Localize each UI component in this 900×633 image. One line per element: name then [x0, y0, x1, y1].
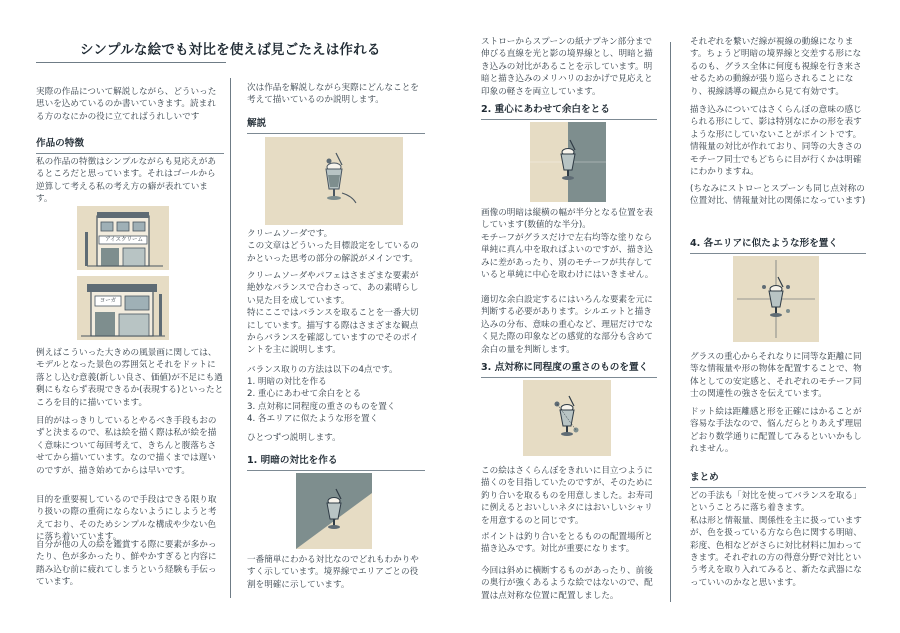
title-rule [36, 62, 226, 63]
figure-shop-1 [77, 206, 169, 270]
heading-features: 作品の特徴 [36, 138, 224, 154]
heading-method-2: 2. 重心にあわせて余白をとる [481, 104, 657, 120]
col2-soda: クリームソーダです。 この文章はどういった目標設定をしているのかといった思考の部分の解説がメインです。 [247, 229, 419, 264]
col1-goal: 目的がはっきりしているとやるべき手段もおのずと決まるので、私は絵を描く際は私が絵を描く意味について毎回考えて、きちんと腹落ちさせてから描いています。なので描くまでは遅いのですが、描き始めてからは早いです。 [36, 416, 217, 476]
figure-symmetry [523, 380, 611, 456]
col2-intro: 次は作品を解説しながら実際にどんなことを考えて描いているのか説明します。 [247, 83, 419, 106]
heading-method-1: 1. 明暗の対比を作る [247, 455, 425, 471]
method-item-3: 3. 点対称に同程度の重さのものを置く [247, 401, 396, 412]
heading-summary: まとめ [690, 472, 866, 488]
method-item-1: 1. 明暗の対比を作る [247, 377, 327, 387]
col3-sakuranbo: この絵はさくらんぼをきれいに目立つように描くのを目指していたのですが、そのために釣り合いを取るものを用意しました。お寿司に例えるとおいしいネタにはおいしいシャリを用意するのと同じです。 [481, 466, 653, 526]
col1-simple: 目的を重要視しているので手段はできる限り取り扱いの際の重荷にならないようにしようと考えており、そのためシンプルな構成や少ない色に落ち着いています。 [36, 495, 217, 543]
col3-center: 画像の明暗は縦横の幅が半分となる位置を表しています(数値的な半分)。 モチーフがグラスだけで左右均等な塗りなら単純に真ん中を取ればよいのですが、描き込みに差があったり、別のモチーフが共存していると単純に中心を取わけにはいきません。 [481, 208, 654, 281]
figure-cream-soda [265, 137, 403, 225]
col3-margin: 適切な余白設定するにはいろんな要素を元に判断する必要があります。シルエットと描き込みの分布、意味の重心など、理屈だけでなく見た際の印象などの感覚的な部分も含めて余白の量を判断します。 [481, 295, 653, 355]
column-divider-2 [670, 42, 671, 602]
col4-note: (ちなみにストローとスプーンも同じ点対称の位置対比、情報量対比の関係になっています) [690, 184, 866, 207]
col4-lines: それぞれを繋いだ線が視線の動線になります。ちょうど明暗の境界線と交差する形になるのも、グラス全体に何度も視線を行き来させるための動線が張り巡らされることになり、視線誘導の観点から見て有効です。 [690, 37, 862, 97]
heading-method-4: 4. 各エリアに似たような形を置く [690, 238, 866, 254]
col4-similar: グラスの重心からそれなりに同等な距離に同等な情報量や形の物体を配置することで、物体としての安定感と、それぞれのモチーフ同士の関連性の強さを伝えています。 [690, 352, 862, 400]
col4-detail: 描き込みについてはさくらんぼの意味の感じられる形にして、影は特別なにかの形を表すような形にしていないことがポイントです。情報量の対比が作れており、同等の大きさのモチーフ同士でもどちらに目が行くかは明確にわかりますね。 [690, 105, 862, 178]
col1-intro: 実際の作品について解説しながら、どういった思いを込めているのか書いていきます。読まれる方のなにかの役に立てればうれしいです [36, 87, 217, 122]
col2-contrast: 一番簡単にわかる対比なのでどれもわかりやすく示しています。境界線でエリアごとの役割を明確に示しています。 [247, 555, 419, 590]
column-divider-1 [230, 78, 231, 598]
col2-list-title: バランス取りの方法は以下の4点です。 [247, 365, 398, 375]
method-list [247, 376, 425, 426]
col2-one-by-one: ひとつずつ説明します。 [247, 433, 341, 443]
col3-depth: 今回は斜めに横断するものがあったり、前後の奥行が強くあるような絵ではないので、配置は点対称な位置に配置しました。 [481, 566, 653, 601]
shop-sign-2: ヨーガ [99, 298, 117, 304]
col1-appreciate: 自分が他の人の絵を鑑賞する際に要素が多かったり、色が多かったり、鮮やかすぎると内容に踏み込む前に疲れてしまうという経験も手伝っています。 [36, 540, 217, 588]
figure-center [530, 122, 606, 202]
col4-summary: どの手法も「対比を使ってバランスを取る」ということろに落ち着きます。 私は形と情報量、関係性を主に扱っていますが、色を扱っている方なら色に関する明暗、彩度、色相などがさらに対比材料に加わってきます。それぞれの方の得意分野で対比という考えを取り入れてみると、新たな武器になっていいのかなと思います。 [690, 491, 862, 588]
figure-shop-2 [77, 276, 169, 340]
page-title: シンプルな絵でも対比を使えば見ごたえは作れる [80, 42, 381, 58]
shop-sign-1: アイスクリーム [105, 237, 143, 243]
method-item-2: 2. 重心にあわせて余白をとる [247, 389, 362, 400]
figure-similar-shapes [733, 256, 819, 342]
heading-method-3: 3. 点対称に同程度の重さのものを置く [481, 362, 657, 378]
heading-explain: 解説 [247, 118, 425, 134]
col2-balance: クリームソーダやパフェはさまざまな要素が絶妙なバランスで合わさって、あの素晴らしい見た目を成しています。 特にここではバランスを取ることを一番大切にしています。描写する際はさまざまな観点からバランスを確認していますのでそのポイントを主に説明します。 [247, 271, 419, 356]
col1-features: 私の作品の特徴はシンプルながらも見応えがあるところだと思っています。それはゴールから逆算して考える私の考え方の癖が表れています。 [36, 157, 216, 205]
col3-point: ポイントは釣り合いをとるものの配置場所と描き込みです。対比が重要になります。 [481, 532, 653, 555]
col3-straw: ストローからスプーンの紙ナプキン部分まで伸びる直線を光と影の境界線とし、明暗と描き込みの対比があることを示しています。明暗と描き込みのメリハリのおかげで見応えと印象の軽さを両立しています。 [481, 37, 653, 97]
figure-contrast [296, 473, 372, 549]
col4-dot: ドット絵は距離感と形を正確にはかることが容易な手法なので、悩んだらとりあえず理屈どおり数学通りに配置してみるといいかもしれません。 [690, 407, 862, 455]
method-item-4: 4. 各エリアに似たような形を置く [247, 414, 379, 425]
col1-landscape: 例えばこういった大きめの風景画に関しては、モデルとなった景色の雰囲気とそれをドットに落とし込む意義(新しい良さ、価値)が不足にも過剰にもならず表現できるか(表現する)といったところを目的に描いています。 [36, 348, 224, 408]
